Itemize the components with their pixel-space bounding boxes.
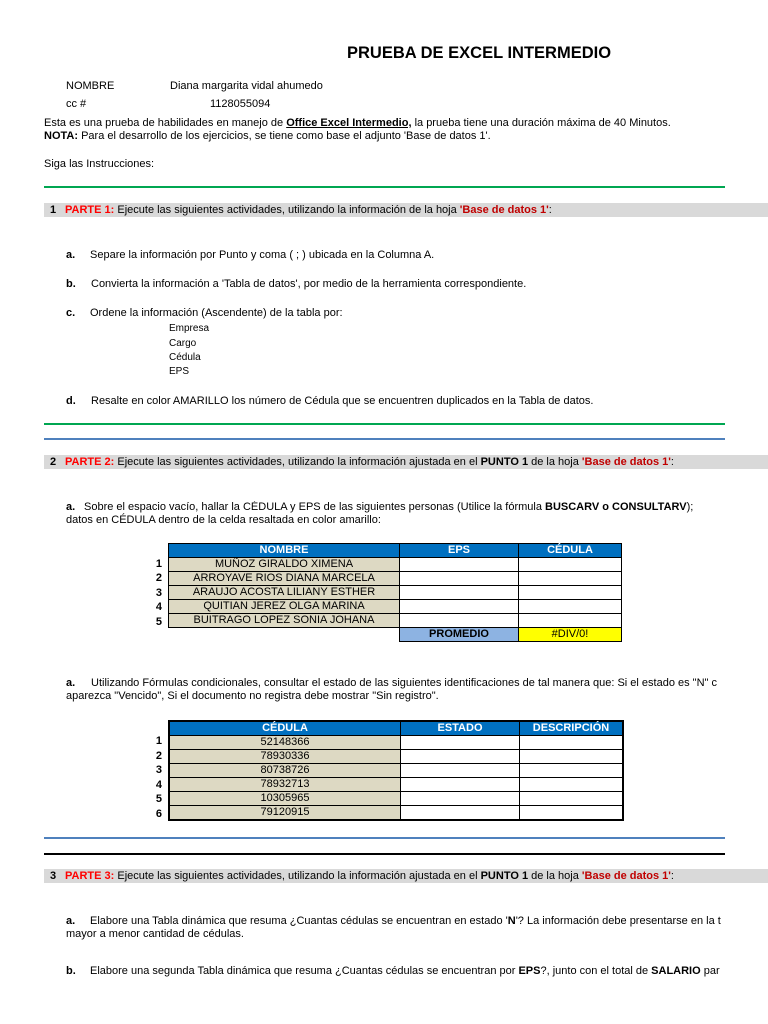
cedula-cell: 78930336 bbox=[169, 750, 401, 764]
parte2-text2: de la hoja bbox=[528, 456, 582, 468]
parte3-heading bbox=[65, 869, 674, 883]
p3-b-line1 bbox=[90, 965, 768, 977]
p2-a2-line1: Utilizando Fórmulas condicionales, consultar el estado de las siguientes identificaciones de tal manera que: Si el estado es "N" c bbox=[91, 677, 717, 689]
eps-cell[interactable] bbox=[400, 586, 519, 600]
row-number: 4 bbox=[155, 601, 162, 613]
p1-a-text: Separe la información por Punto y coma ( ; ) ubicada en la Columna A. bbox=[90, 249, 435, 261]
status-table bbox=[168, 720, 624, 821]
row-number: 4 bbox=[155, 779, 162, 791]
table-row bbox=[169, 586, 622, 600]
table-row bbox=[169, 792, 623, 806]
col-header-cedula: CÉDULA bbox=[169, 721, 401, 736]
cedula-cell: 80738726 bbox=[169, 764, 401, 778]
row-number: 2 bbox=[155, 750, 162, 762]
p3-b-eps: EPS bbox=[518, 965, 541, 977]
intro-duration: la prueba tiene una duración máxima de 40 Minutos. bbox=[411, 117, 671, 129]
row-number: 3 bbox=[155, 587, 162, 599]
col-header-nombre: NOMBRE bbox=[169, 544, 400, 558]
descripcion-cell[interactable] bbox=[520, 750, 624, 764]
p1-b-text: Convierta la información a 'Tabla de datos', por medio de la herramienta correspondiente. bbox=[91, 278, 527, 290]
lookup-table bbox=[168, 543, 622, 642]
intro-course: Office Excel Intermedio, bbox=[286, 117, 412, 129]
cedula-cell[interactable] bbox=[519, 614, 622, 628]
name-cell: ARROYAVE RIOS DIANA MARCELA bbox=[169, 572, 400, 586]
p3-b-end: par bbox=[700, 965, 720, 977]
nota-line bbox=[44, 130, 491, 142]
estado-cell[interactable] bbox=[401, 736, 520, 750]
empty-cell bbox=[169, 628, 400, 642]
nombre-value: Diana margarita vidal ahumedo bbox=[170, 80, 323, 92]
parte2-punto: PUNTO 1 bbox=[480, 456, 529, 468]
name-cell: MUÑOZ GIRALDO XIMENA bbox=[169, 558, 400, 572]
p3-b-mid: ?, junto con el total de bbox=[540, 965, 652, 977]
p1-d-letter: d. bbox=[66, 395, 76, 407]
p2-a1-line1 bbox=[84, 501, 768, 513]
p3-a-text: Elabore una Tabla dinámica que resuma ¿Cuantas cédulas se encuentran en estado ' bbox=[90, 915, 508, 927]
p1-a-letter: a. bbox=[66, 249, 76, 261]
cc-value: 1128055094 bbox=[210, 98, 271, 110]
p1-b-letter: b. bbox=[66, 278, 76, 290]
sort-field: EPS bbox=[169, 366, 190, 377]
estado-cell[interactable] bbox=[401, 764, 520, 778]
promedio-value[interactable]: #DIV/0! bbox=[519, 628, 622, 642]
name-cell: BUITRAGO LOPEZ SONIA JOHANA bbox=[169, 614, 400, 628]
parte3-end: : bbox=[670, 870, 674, 882]
parte2-text: Ejecute las siguientes actividades, utilizando la información ajustada en el bbox=[114, 456, 481, 468]
estado-cell[interactable] bbox=[401, 792, 520, 806]
eps-cell[interactable] bbox=[400, 614, 519, 628]
parte2-num: 2 bbox=[50, 456, 57, 468]
sort-field: Cargo bbox=[169, 338, 197, 349]
eps-cell[interactable] bbox=[400, 572, 519, 586]
p3-b-salario: SALARIO bbox=[651, 965, 701, 977]
cedula-cell[interactable] bbox=[519, 558, 622, 572]
p3-a-line2: mayor a menor cantidad de cédulas. bbox=[66, 928, 244, 940]
parte1-text: Ejecute las siguientes actividades, utilizando la información de la hoja bbox=[114, 204, 460, 216]
promedio-label: PROMEDIO bbox=[400, 628, 519, 642]
row-number: 6 bbox=[155, 808, 162, 820]
cc-label: cc # bbox=[66, 98, 87, 110]
p2-a1-line2: datos en CÉDULA dentro de la celda resaltada en color amarillo: bbox=[66, 514, 381, 526]
divider-green bbox=[44, 186, 725, 188]
descripcion-cell[interactable] bbox=[520, 736, 624, 750]
eps-cell[interactable] bbox=[400, 558, 519, 572]
parte2-heading bbox=[65, 455, 674, 469]
p1-c-letter: c. bbox=[66, 307, 76, 319]
parte1-band bbox=[44, 203, 768, 217]
row-number: 3 bbox=[155, 764, 162, 776]
descripcion-cell[interactable] bbox=[520, 806, 624, 821]
parte3-label: PARTE 3: bbox=[65, 870, 115, 882]
p3-a-estado: N bbox=[507, 915, 516, 927]
table-row bbox=[169, 558, 622, 572]
p3-b-letter: b. bbox=[66, 965, 76, 977]
divider-green bbox=[44, 423, 725, 425]
sort-field: Empresa bbox=[169, 323, 210, 334]
name-cell: ARAUJO ACOSTA LILIANY ESTHER bbox=[169, 586, 400, 600]
cedula-cell: 10305965 bbox=[169, 792, 401, 806]
intro-text: Esta es una prueba de habilidades en manejo de bbox=[44, 117, 287, 129]
p2-a1-text: Sobre el espacio vacío, hallar la CÉDULA y EPS de las siguientes personas (Utilice la fórmula bbox=[84, 501, 546, 513]
eps-cell[interactable] bbox=[400, 600, 519, 614]
name-cell: QUITIAN JEREZ OLGA MARINA bbox=[169, 600, 400, 614]
col-header-cedula: CÉDULA bbox=[519, 544, 622, 558]
cedula-cell: 52148366 bbox=[169, 736, 401, 750]
p3-a-letter: a. bbox=[66, 915, 76, 927]
p2-a1-end: ); bbox=[686, 501, 694, 513]
table-row bbox=[169, 764, 623, 778]
row-number: 5 bbox=[155, 793, 162, 805]
table-row bbox=[169, 778, 623, 792]
table-row bbox=[169, 806, 623, 821]
row-number: 5 bbox=[155, 616, 162, 628]
estado-cell[interactable] bbox=[401, 750, 520, 764]
intro-line bbox=[44, 117, 671, 129]
nombre-label: NOMBRE bbox=[66, 80, 115, 92]
row-number: 1 bbox=[155, 735, 162, 747]
cedula-cell[interactable] bbox=[519, 572, 622, 586]
cedula-cell: 79120915 bbox=[169, 806, 401, 821]
table-row bbox=[169, 750, 623, 764]
divider-black bbox=[44, 853, 725, 855]
descripcion-cell[interactable] bbox=[520, 764, 624, 778]
parte2-end: : bbox=[670, 456, 674, 468]
parte2-band bbox=[44, 455, 768, 469]
p2-a1-letter: a. bbox=[66, 501, 76, 513]
parte2-sheet: 'Base de datos 1' bbox=[581, 456, 671, 468]
p1-d-text: Resalte en color AMARILLO los número de Cédula que se encuentren duplicados en la Tabla de datos. bbox=[91, 395, 594, 407]
table-row bbox=[169, 736, 623, 750]
nota-label: NOTA: bbox=[44, 130, 79, 142]
p1-c-text: Ordene la información (Ascendente) de la tabla por: bbox=[90, 307, 343, 319]
p3-a-end: '? La información debe presentarse en la t bbox=[515, 915, 721, 927]
parte1-heading bbox=[65, 203, 552, 217]
col-header-descripcion: DESCRIPCIÓN bbox=[520, 721, 624, 736]
parte3-num: 3 bbox=[50, 870, 57, 882]
sort-field: Cédula bbox=[169, 352, 201, 363]
p2-a2-line2: aparezca "Vencido", Si el documento no registra debe mostrar "Sin registro". bbox=[66, 690, 439, 702]
table-row bbox=[169, 572, 622, 586]
parte3-punto: PUNTO 1 bbox=[480, 870, 529, 882]
parte3-sheet: 'Base de datos 1' bbox=[581, 870, 671, 882]
parte2-label: PARTE 2: bbox=[65, 456, 115, 468]
p2-a2-letter: a. bbox=[66, 677, 76, 689]
page-title: PRUEBA DE EXCEL INTERMEDIO bbox=[347, 44, 612, 62]
cedula-cell[interactable] bbox=[519, 600, 622, 614]
parte1-num: 1 bbox=[50, 204, 57, 216]
row-number: 2 bbox=[155, 572, 162, 584]
cedula-cell: 78932713 bbox=[169, 778, 401, 792]
table-row bbox=[169, 600, 622, 614]
descripcion-cell[interactable] bbox=[520, 778, 624, 792]
parte1-end: : bbox=[548, 204, 552, 216]
descripcion-cell[interactable] bbox=[520, 792, 624, 806]
parte3-text2: de la hoja bbox=[528, 870, 582, 882]
parte1-label: PARTE 1: bbox=[65, 204, 115, 216]
estado-cell[interactable] bbox=[401, 778, 520, 792]
p3-b-text: Elabore una segunda Tabla dinámica que resuma ¿Cuantas cédulas se encuentran por bbox=[90, 965, 519, 977]
nota-text: Para el desarrollo de los ejercicios, se tiene como base el adjunto 'Base de datos 1'. bbox=[78, 130, 491, 142]
p3-a-line1 bbox=[90, 915, 768, 927]
col-header-estado: ESTADO bbox=[401, 721, 520, 736]
divider-blue bbox=[44, 837, 725, 839]
parte3-text: Ejecute las siguientes actividades, utilizando la información ajustada en el bbox=[114, 870, 481, 882]
row-number: 1 bbox=[155, 558, 162, 570]
p2-a1-formula: BUSCARV o CONSULTARV bbox=[545, 501, 687, 513]
cedula-cell[interactable] bbox=[519, 586, 622, 600]
divider-blue bbox=[44, 438, 725, 440]
parte1-sheet: 'Base de datos 1' bbox=[459, 204, 549, 216]
estado-cell[interactable] bbox=[401, 806, 520, 821]
parte3-band bbox=[44, 869, 768, 883]
siga-text: Siga las Instrucciones: bbox=[44, 158, 155, 170]
table-row bbox=[169, 614, 622, 628]
col-header-eps: EPS bbox=[400, 544, 519, 558]
